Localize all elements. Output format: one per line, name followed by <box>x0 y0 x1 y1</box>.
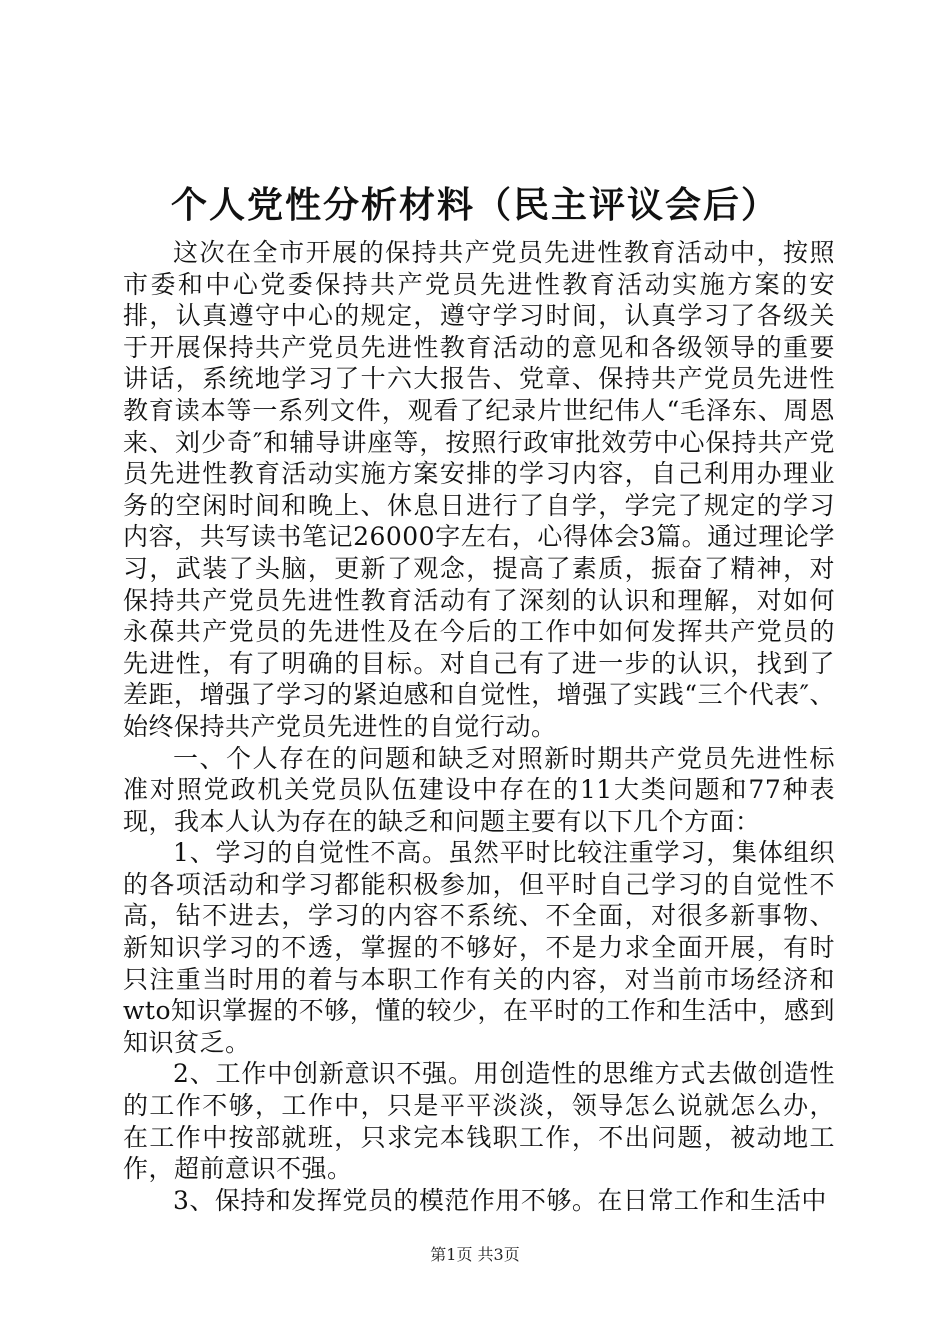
paragraph-item-3: 3、保持和发挥党员的模范作用不够。在日常工作和生活中 <box>173 1185 827 1215</box>
paragraph-item-1: 1、学习的自觉性不高。虽然平时比较注重学习，集体组织的各项活动和学习都能积极参加，但平时自己学习的自觉性不高，钻不进去，学习的内容不系统、不全面，对很多新事物、新知识学习的不透，掌握的不够好，不是力求全面开展，有时只注重当时用的着与本职工作有关的内容，对当前市场经济和wto知识掌握的不够，懂的较少，在平时的工作和生活中，感到知识贫乏。 <box>123 838 835 1057</box>
document-title: 个人党性分析材料（民主评议会后） <box>170 184 779 226</box>
paragraph-intro: 这次在全市开展的保持共产党员先进性教育活动中，按照市委和中心党委保持共产党员先进性教育活动实施方案的安排，认真遵守中心的规定，遵守学习时间，认真学习了各级关于开展保持共产党员先进性教育活动的意见和各级领导的重要讲话，系统地学习了十六大报告、党章、保持共产党员先进性教育读本等一系列文件，观看了纪录片世纪伟人“毛泽东、周恩来、刘少奇″和辅导讲座等，按照行政审批效劳中心保持共产党员先进性教育活动实施方案安排的学习内容，自己利用办理业务的空闲时间和晚上、休息日进行了自学，学完了规定的学习内容，共写读书笔记26000字左右，心得体会3篇。通过理论学习，武装了头脑，更新了观念，提高了素质，振奋了精神，对保持共产党员先进性教育活动有了深刻的认识和理解，对如何永葆共产党员的先进性及在今后的工作中如何发挥共产党员的先进性，有了明确的目标。对自己有了进一步的认识，找到了差距，增强了学习的紧迫感和自觉性，增强了实践“三个代表″、始终保持共产党员先进性的自觉行动。 <box>123 238 835 741</box>
paragraph-section-one: 一、个人存在的问题和缺乏对照新时期共产党员先进性标准对照党政机关党员队伍建设中存在的11大类问题和77种表现，我本人认为存在的缺乏和问题主要有以下几个方面： <box>123 743 835 836</box>
paragraph-item-2: 2、工作中创新意识不强。用创造性的思维方式去做创造性的工作不够，工作中，只是平平淡淡，领导怎么说就怎么办，在工作中按部就班，只求完本钱职工作，不出问题，被动地工作，超前意识不强。 <box>123 1059 835 1184</box>
document-body <box>123 237 835 1216</box>
page-footer: 第1页 共3页 <box>430 1245 520 1264</box>
